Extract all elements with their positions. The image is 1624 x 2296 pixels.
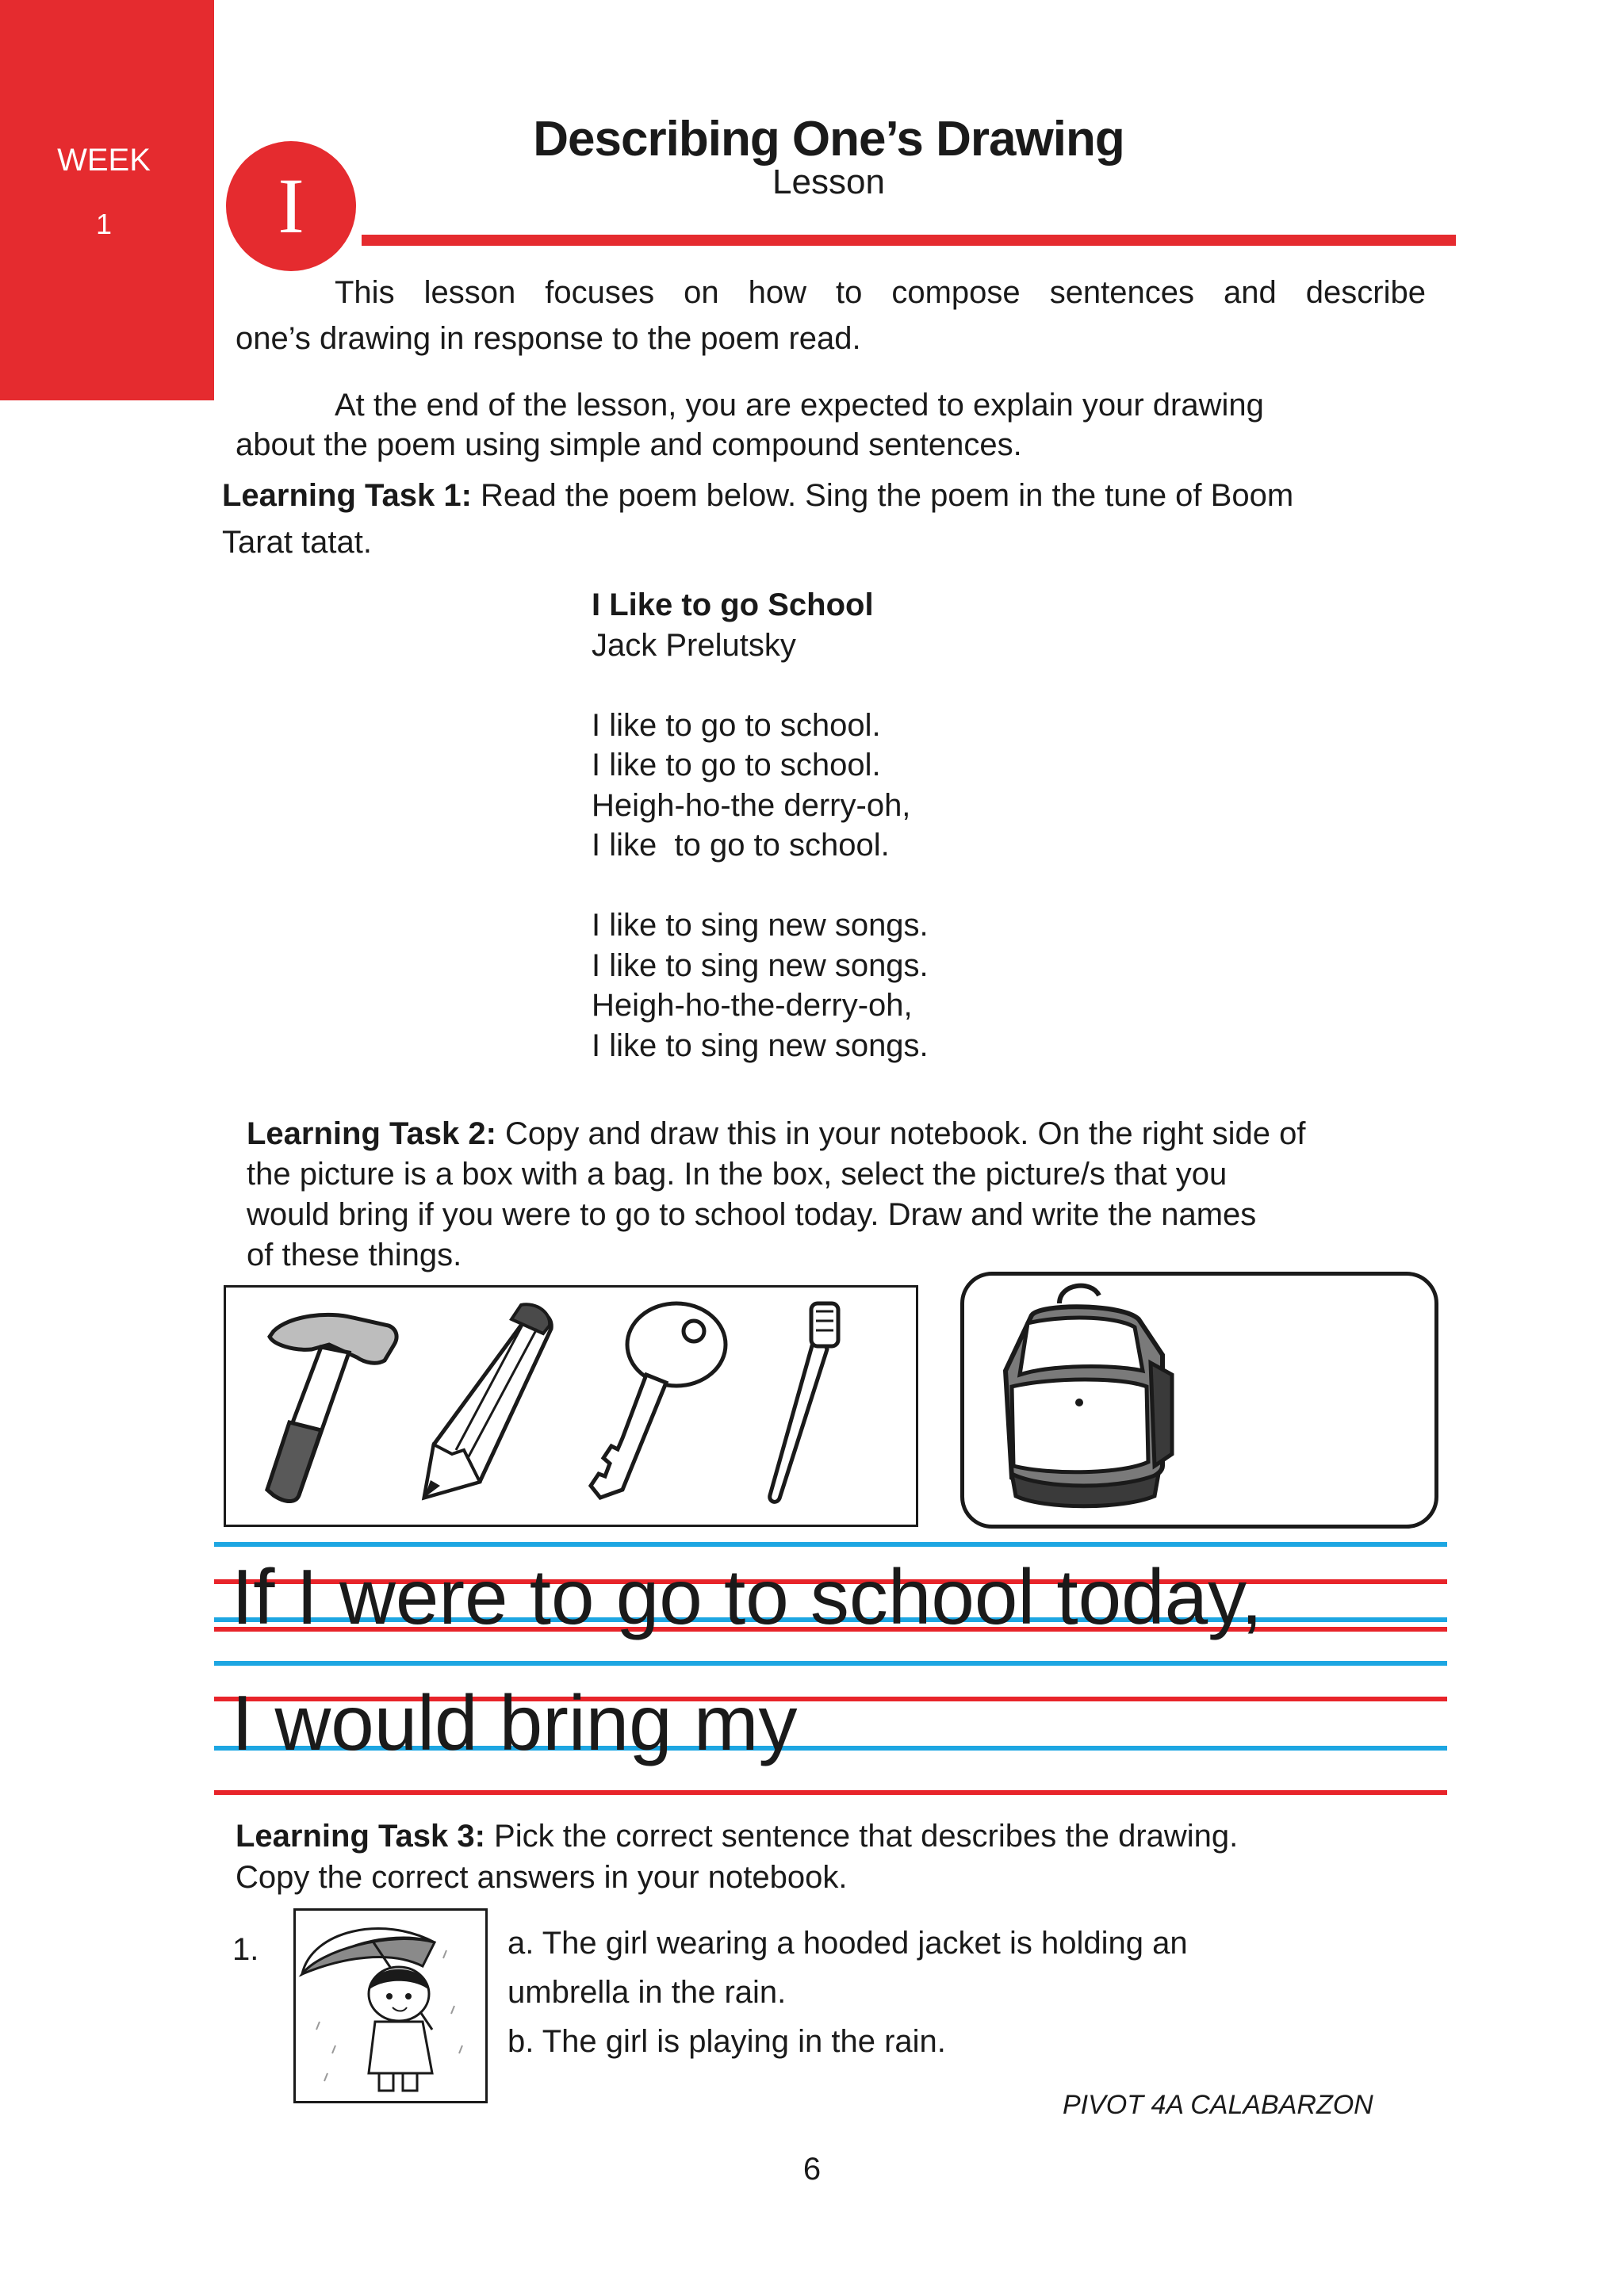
option-a: a. The girl wearing a hooded jacket is holding an bbox=[508, 1926, 1188, 1961]
guide-line-red bbox=[214, 1790, 1447, 1795]
intro-line-3: At the end of the lesson, you are expected to explain your drawing bbox=[335, 388, 1264, 423]
poem-line: I like to sing new songs. bbox=[592, 908, 929, 943]
task1-text-line2: Tarat tatat. bbox=[222, 525, 372, 560]
writing-line-2: I would bring my bbox=[232, 1679, 798, 1766]
poem-title: I Like to go School bbox=[592, 587, 874, 622]
item-number: 1. bbox=[232, 1932, 259, 1967]
poem bbox=[592, 585, 929, 1066]
lesson-badge: I bbox=[226, 141, 356, 271]
week-number: 1 bbox=[95, 208, 113, 240]
option-a-cont: umbrella in the rain. bbox=[508, 1975, 787, 2010]
poem-line: I like to go to school. bbox=[592, 748, 881, 783]
girl-umbrella-icon bbox=[302, 1929, 462, 2091]
title-underline bbox=[362, 235, 1456, 246]
intro-line-4: about the poem using simple and compound sentences. bbox=[236, 427, 1022, 462]
poem-line: Heigh-ho-the-derry-oh, bbox=[592, 988, 913, 1023]
hammer-icon bbox=[267, 1314, 396, 1501]
guide-line-blue bbox=[214, 1542, 1447, 1547]
pictures-box bbox=[224, 1285, 918, 1527]
week-tab bbox=[0, 0, 214, 400]
task2-text: Learning Task 2: Copy and draw this in your notebook. On the right side of the picture is a box with a bag. In the box, select the picture/s that you would bring if you were to go to school today. Draw and write the names of these things. bbox=[247, 1116, 1306, 1272]
task1-heading bbox=[222, 473, 1293, 519]
guide-line-blue bbox=[214, 1661, 1447, 1666]
toothbrush-icon bbox=[770, 1303, 838, 1502]
poem-line: I like to sing new songs. bbox=[592, 1027, 929, 1063]
poem-line: I like to go to school. bbox=[592, 707, 881, 743]
poem-line: I like to sing new songs. bbox=[592, 947, 929, 983]
footer-tag: PIVOT 4A CALABARZON bbox=[1063, 2090, 1373, 2120]
task2-label: Learning Task 2: bbox=[247, 1116, 496, 1151]
page-title: Describing One’s Drawing bbox=[533, 112, 1124, 166]
poem-line: Heigh-ho-the derry-oh, bbox=[592, 787, 911, 823]
poem-line: I like to go to school. bbox=[592, 828, 890, 863]
key-icon bbox=[591, 1303, 726, 1498]
bag-box bbox=[960, 1272, 1438, 1529]
backpack-icon bbox=[1005, 1286, 1172, 1506]
pencil-icon bbox=[424, 1304, 551, 1498]
week-label: WEEK bbox=[57, 143, 151, 178]
page-subtitle: Lesson bbox=[772, 163, 885, 201]
task1-label: Learning Task 1: bbox=[222, 478, 472, 513]
page-number: 6 bbox=[802, 2152, 822, 2187]
option-b: b. The girl is playing in the rain. bbox=[508, 2024, 946, 2059]
girl-picture bbox=[293, 1908, 488, 2103]
task1-text: Read the poem below. Sing the poem in the tune of Boom bbox=[471, 478, 1294, 513]
writing-line-1: If I were to go to school today, bbox=[232, 1553, 1263, 1640]
task3-options bbox=[508, 1919, 1188, 2066]
poem-author: Jack Prelutsky bbox=[592, 627, 796, 663]
intro-line-2: one’s drawing in response to the poem read. bbox=[236, 321, 861, 356]
task3-label: Learning Task 3: bbox=[236, 1819, 485, 1854]
intro-line-1: This lesson focuses on how to compose sentences and describe bbox=[335, 275, 1426, 310]
task3-text: Learning Task 3: Pick the correct sentence that describes the drawing. Copy the correct answers in your notebook. bbox=[236, 1819, 1239, 1895]
